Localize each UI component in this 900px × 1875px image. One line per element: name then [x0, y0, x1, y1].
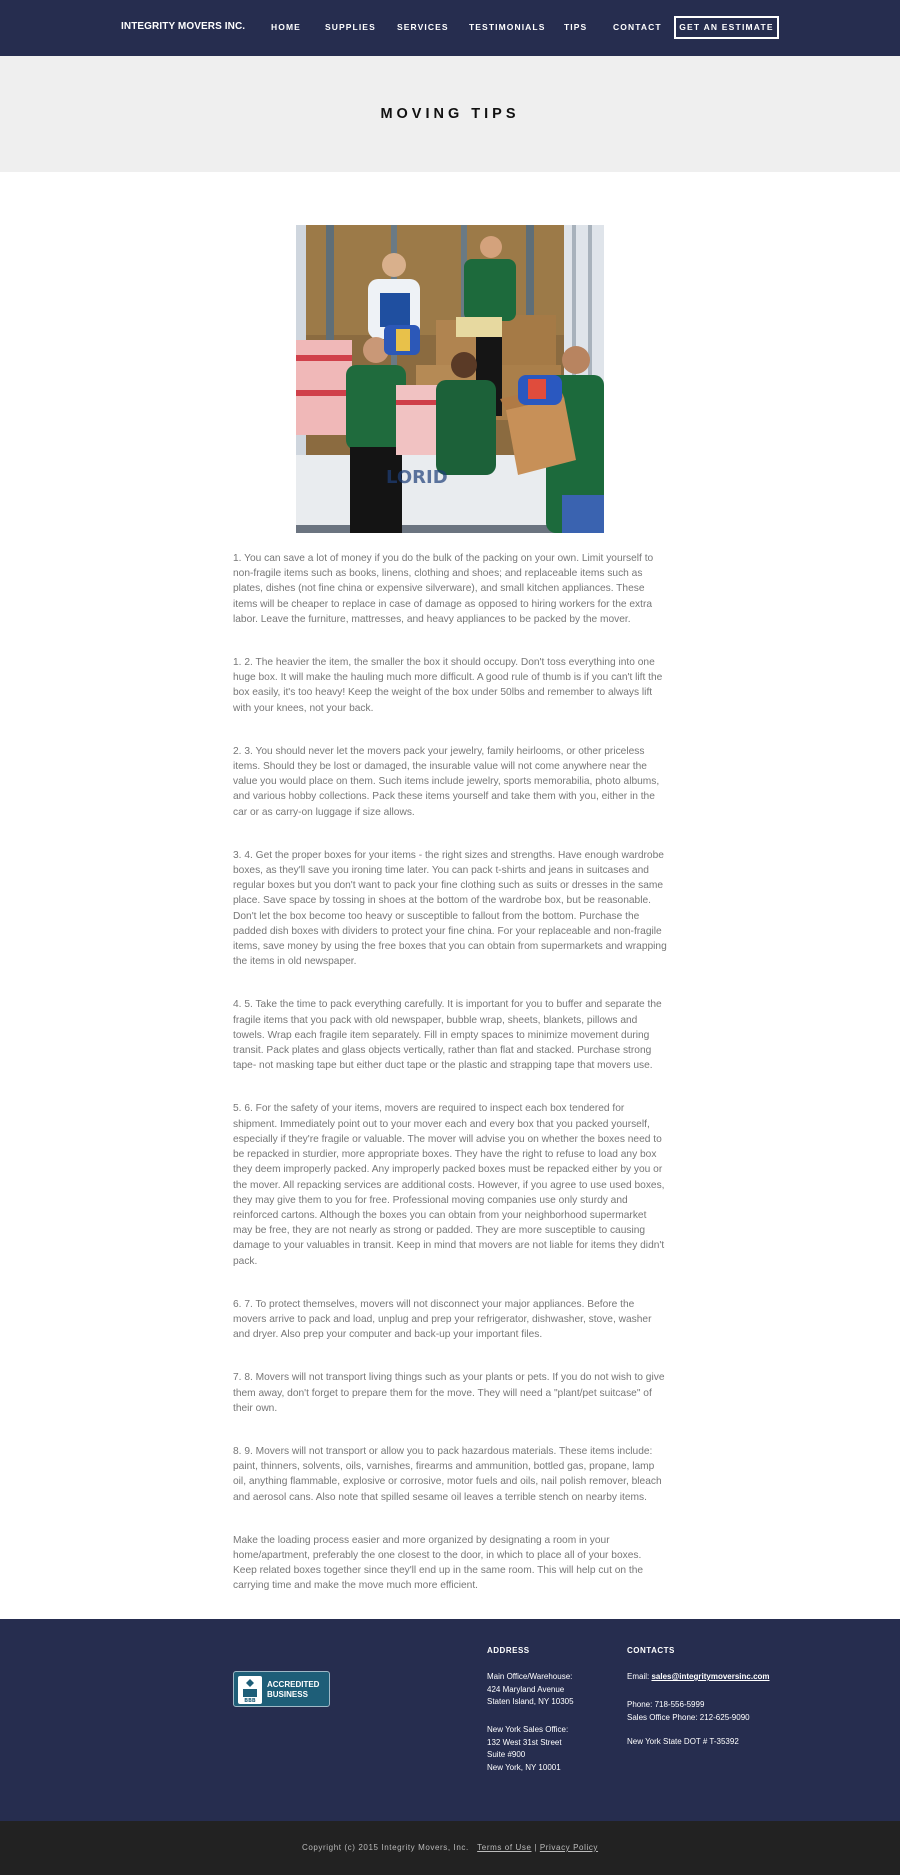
- contacts-heading: CONTACTS: [627, 1646, 675, 1655]
- nav-tips[interactable]: TIPS: [564, 22, 588, 32]
- contact-dot-number: New York State DOT # T-35392: [627, 1737, 739, 1746]
- nav-services[interactable]: SERVICES: [397, 22, 449, 32]
- bbb-accredited-badge[interactable]: [233, 1671, 330, 1707]
- terms-of-use-link[interactable]: Terms of Use: [477, 1843, 532, 1852]
- nav-contact[interactable]: CONTACT: [613, 22, 662, 32]
- nav-home[interactable]: HOME: [271, 22, 301, 32]
- email-link[interactable]: sales@integritymoversinc.com: [651, 1672, 770, 1681]
- contact-phone: Phone: 718-556-5999: [627, 1700, 705, 1709]
- copyright-text: Copyright (c) 2015 Integrity Movers, Inc.: [301, 1843, 469, 1852]
- address-heading: ADDRESS: [487, 1646, 530, 1655]
- get-estimate-button[interactable]: GET AN ESTIMATE: [674, 16, 779, 39]
- page-title: MOVING TIPS: [380, 106, 520, 122]
- brand-logo-text[interactable]: INTEGRITY MOVERS INC.: [121, 21, 246, 32]
- copyright-line: [0, 1843, 900, 1852]
- tips-content: [233, 551, 667, 1622]
- tip-paragraph: 3. 4. Get the proper boxes for your items - the right sizes and strengths. Have enough wardrobe boxes, as they'll save you ironing time later. You can pack t-shirts and jeans in suitcases and regular boxes but you don't want to pack your fine clothing such as suits or dresses in the same place. Save space by tossing in shoes at the bottom of the wardrobe box, but be reasonable. Don't let the box become too heavy or susceptible to fallout from the bottom. Purchase the padded dish boxes with dividers to protect your fine china. For your replaceable and non-fragile items, save money by using the free boxes that you can obtain from supermarkets and wrapping the items in old newspaper.: [233, 849, 667, 968]
- site-header: [0, 0, 900, 56]
- email-label: Email:: [627, 1672, 652, 1681]
- footer-link-separator: |: [534, 1843, 538, 1852]
- address-line: New York, NY 10001: [487, 1762, 561, 1772]
- tip-paragraph: 4. 5. Take the time to pack everything carefully. It is important for you to buffer and separate the fragile items that you pack with old newspaper, bubble wrap, sheets, blankets, pillows and towels. Wrap each fragile item separately. Fill in empty spaces to minimize movement during transit. Pack plates and glass objects vertically, rather than flat and stacked. Purchase strong tape- not masking tape but either duct tape or the plastic and strapping tape that movers use.: [233, 999, 662, 1072]
- address-line: 132 West 31st Street: [487, 1737, 562, 1747]
- tip-paragraph: 1. 2. The heavier the item, the smaller the box it should occupy. Don't toss everything into one huge box. It will make the hauling much more difficult. A good rule of thumb is if you can't lift the box easily, it's too heavy! Keep the weight of the box under 50lbs and remember to always lift with your knees, not your back.: [233, 657, 663, 714]
- bottom-bar: [0, 1821, 900, 1875]
- nav-supplies[interactable]: SUPPLIES: [325, 22, 376, 32]
- tip-paragraph: 7. 8. Movers will not transport living things such as your plants or pets. If you do not wish to give them away, don't forget to prepare them for the move. They will need a "plant/pet suitcase" of their own.: [233, 1372, 665, 1414]
- bbb-badge-text: [267, 1680, 319, 1700]
- address-line: 424 Maryland Avenue: [487, 1684, 565, 1694]
- bbb-line-2: BUSINESS: [267, 1690, 308, 1699]
- contact-sales-phone: Sales Office Phone: 212-625-9090: [627, 1712, 750, 1722]
- address-line: Suite #900: [487, 1750, 526, 1759]
- tip-paragraph: 8. 9. Movers will not transport or allow you to pack hazardous materials. These items include: paint, thinners, solvents, oils, varnishes, firearms and ammunition, bottled gas, propane, lamp oil, anything flammable, explosive or corrosive, motor fuels and oils, nail polish remover, bleach and aerosol cans. Also note that spilled sesame oil leaves a terrible stench on nearby items.: [233, 1445, 662, 1503]
- tip-paragraph: 2. 3. You should never let the movers pack your jewelry, family heirlooms, or other priceless items. Should they be lost or damaged, the insurable value will not come anywhere near the value you would place on them. Such items include jewelry, sports memorabilia, photo albums, and various hobby collections. Pack these items yourself and take them with you, either in the car or as carry-on luggage if size allows.: [233, 745, 660, 818]
- tip-paragraph: 6. 7. To protect themselves, movers will not disconnect your major appliances. Before the movers arrive to pack and load, unplug and prep your refrigerator, dishwasher, stove, washer and dryer. Also prep your computer and back-up your important files.: [233, 1298, 652, 1341]
- tip-paragraph: 5. 6. For the safety of your items, movers are required to inspect each box tendered for shipment. Immediately point out to your mover each and every box that you packed yourself, especially if they're fragile or valuable. The mover will advise you on whether the boxes need to be repacked in sturdier, more appropriate boxes. They have the right to refuse to load any box they deem improperly packed. Any improperly packed boxes must be repacked either by you or the mover. All repacking services are additional costs. However, if you agree to use used boxes, they may give them to you for free. Professional moving companies use only sturdy and reinforced cartons. Although the boxes you can obtain from your neighborhood supermarket may be free, they are not nearly as strong or padded. They are more susceptible to causing damage to your valuables in transit. Keep in mind that movers are not liable for items they didn't pack.: [233, 1103, 665, 1267]
- contact-email-line: [627, 1671, 770, 1684]
- bbb-line-1: ACCREDITED: [267, 1680, 320, 1689]
- tip-paragraph: 1. You can save a lot of money if you do the bulk of the packing on your own. Limit yourself to non-fragile items such as books, linens, clothing and shoes; and replaceable items such as plates, dishes (not fine china or expensive silverware), and small kitchen appliances. These items will be cheaper to replace in case of damage as opposed to hiring workers for the extra labor. Leave the furniture, mattresses, and heavy appliances to be packed by the mover.: [233, 553, 654, 625]
- tip-paragraph: Make the loading process easier and more organized by designating a room in your home/apartment, preferably the one closest to the door, in which to place all of your boxes. Keep related boxes together since they'll end up in the same room. This will help cut on the carrying time and make the move much more efficient.: [233, 1534, 644, 1592]
- address-line: New York Sales Office:: [487, 1725, 569, 1734]
- moving-crew-photo: [296, 225, 604, 533]
- nav-testimonials[interactable]: TESTIMONIALS: [469, 22, 546, 32]
- address-line: Staten Island, NY 10305: [487, 1697, 574, 1706]
- bbb-logo-icon: [238, 1676, 262, 1704]
- bbb-logo-text: BBB: [244, 1698, 256, 1704]
- address-line: Main Office/Warehouse:: [487, 1672, 573, 1681]
- svg-text:LORID: LORID: [386, 467, 448, 488]
- privacy-policy-link[interactable]: Privacy Policy: [539, 1843, 599, 1852]
- page-title-band: [0, 56, 900, 172]
- moving-crew-illustration: [296, 225, 604, 533]
- site-footer: [0, 1619, 900, 1821]
